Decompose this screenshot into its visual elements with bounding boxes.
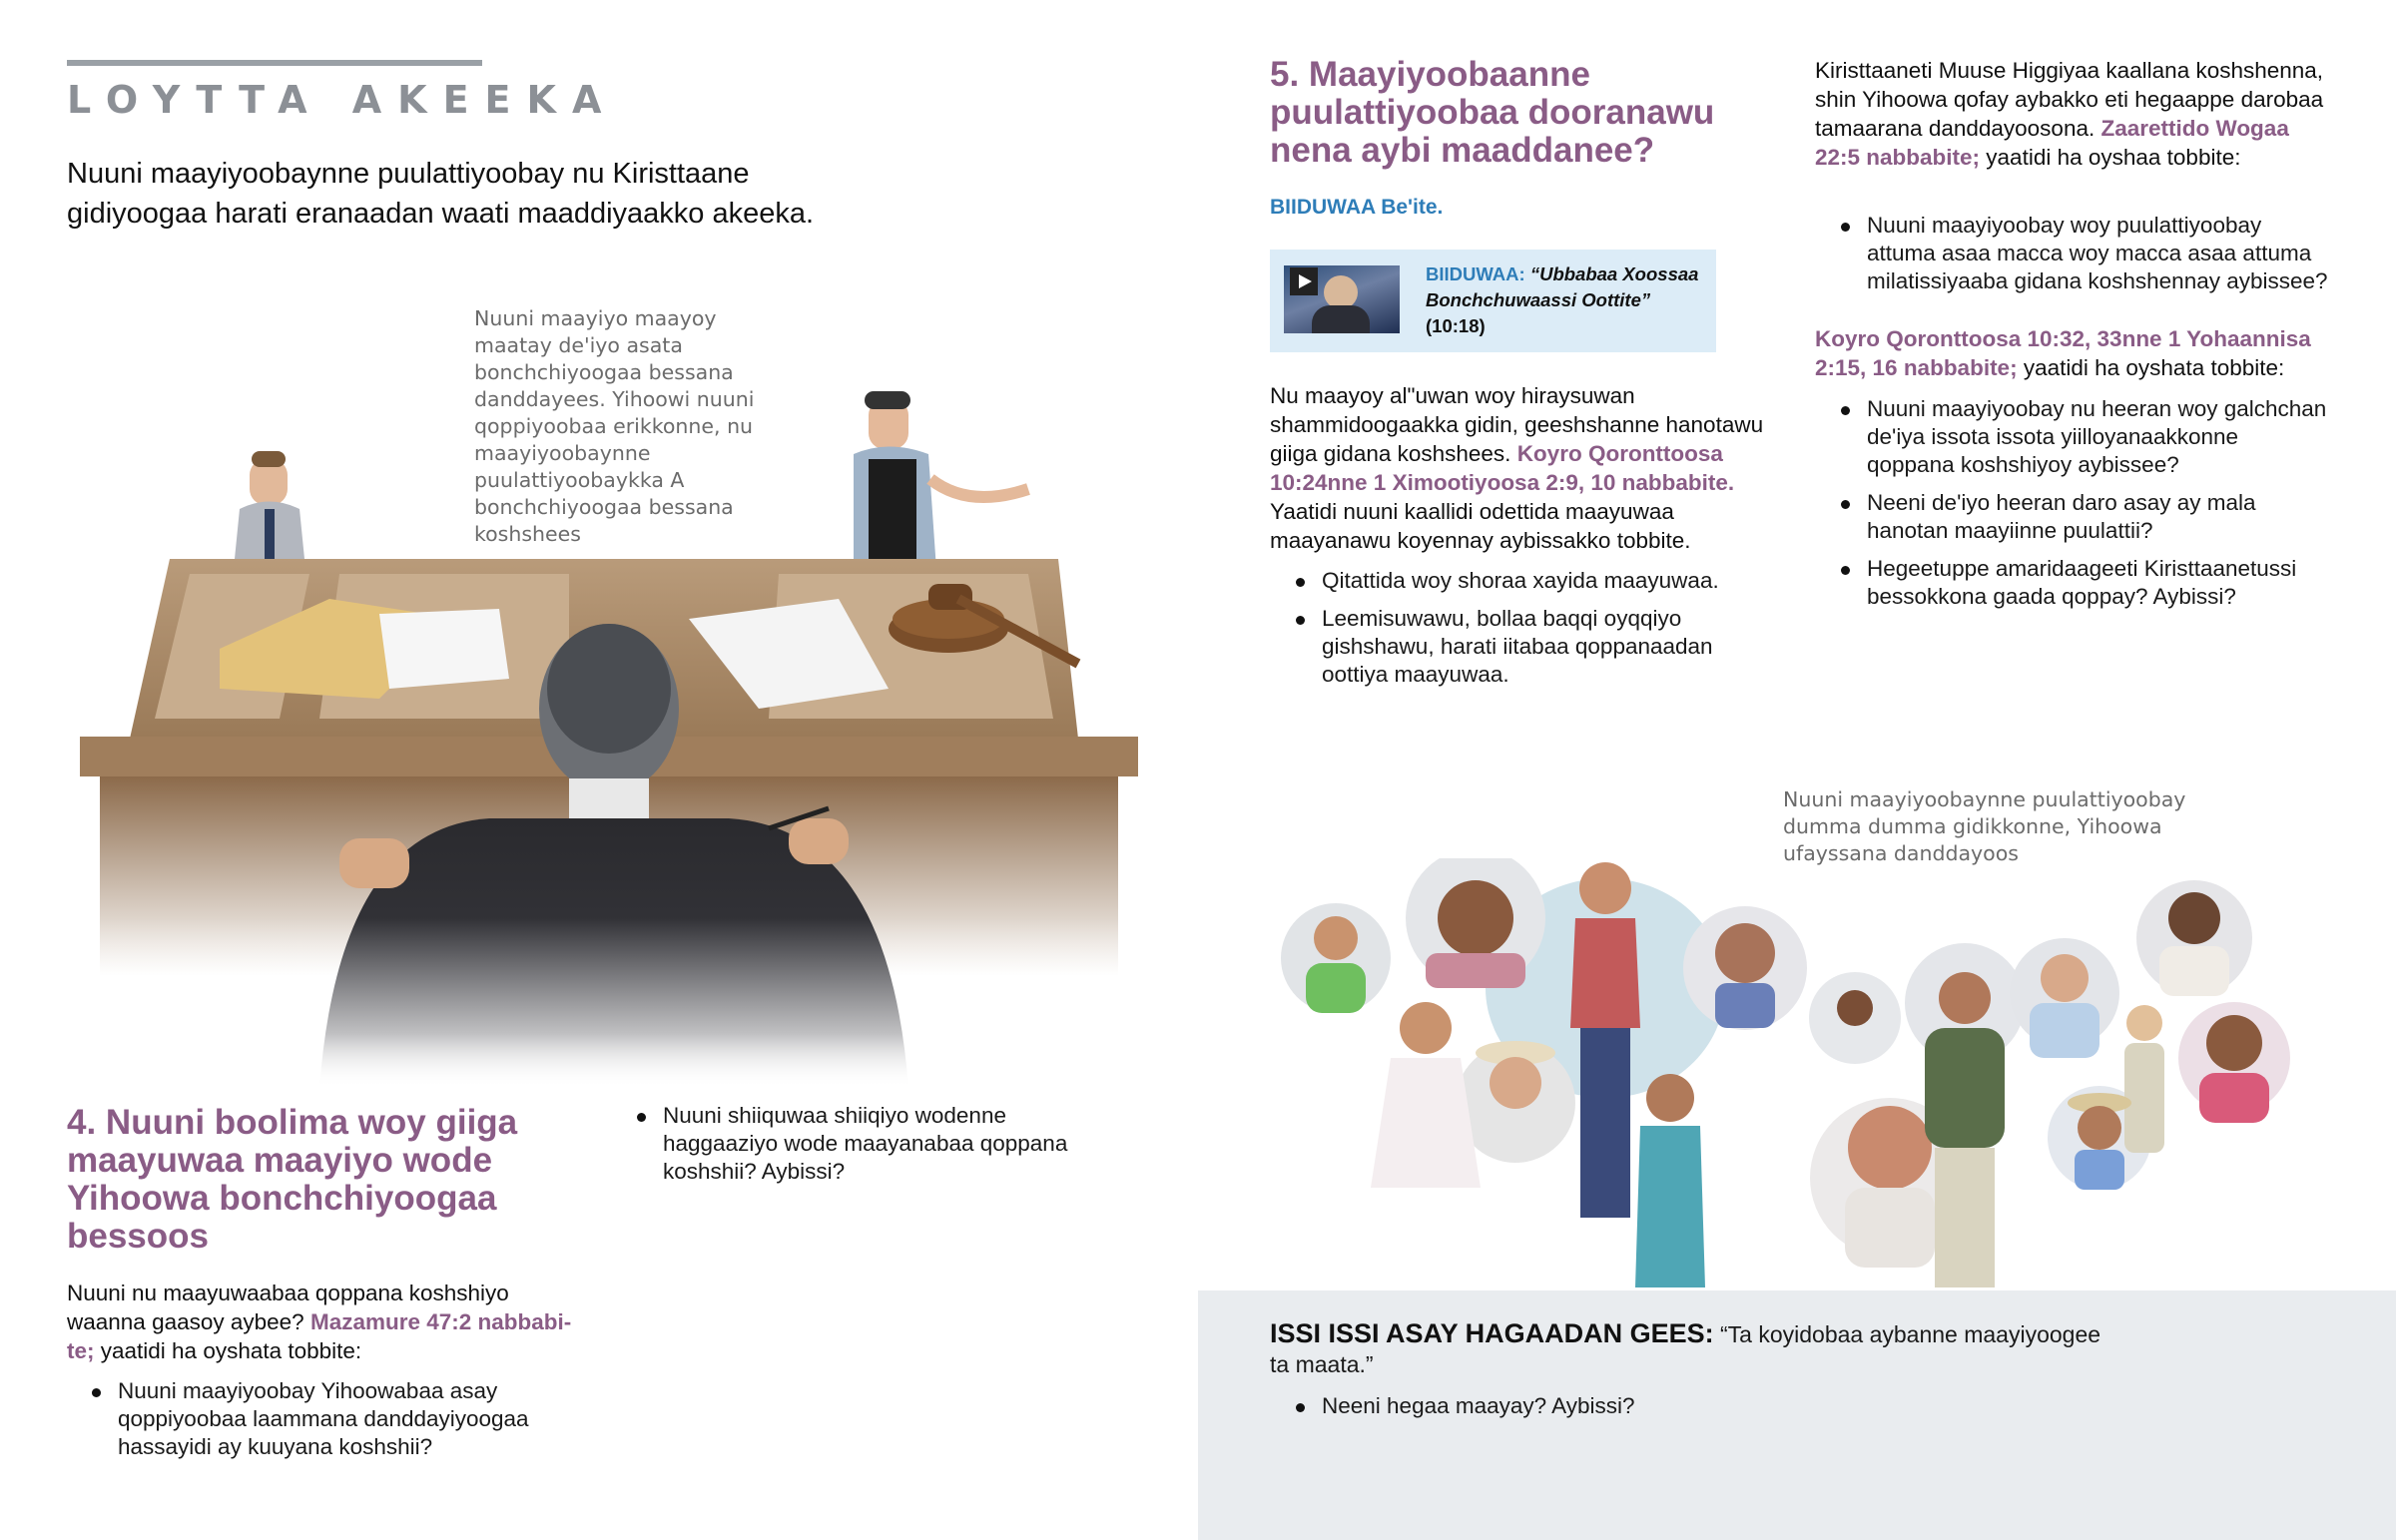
right-column-bullet: Neeni de'iyo heeran daro asay ay mala hanotan maayiinne puulattii? <box>1841 489 2330 545</box>
discussion-label: ISSI ISSI ASAY HAGAADAN GEES: <box>1270 1318 1714 1348</box>
right-column-paragraph-2 <box>1815 324 2334 382</box>
section-4-bullet-right: Nuuni shiiquwaa shiiqiyo wodenne haggaaziyo wode maayanabaa qoppana koshshii? Aybissi? <box>637 1102 1106 1186</box>
section-4-bullets <box>92 1367 581 1461</box>
section-5-text: Nu maayoy al"uwan woy hiraysuwan shammidoogaakka gidin, geeshshanne hanotawu giiga gidana koshshees. <box>1270 383 1764 466</box>
discussion-bullet: Neeni hegaa maayay? Aybissi? <box>1296 1392 1995 1420</box>
video-duration: (10:18) <box>1426 315 1486 336</box>
section-kicker: LOYTTA AKEEKA <box>67 78 618 122</box>
right-column-paragraph <box>1815 56 2334 172</box>
right-column-text: Kiristtaaneti Muuse Higgiyaa kaallana koshshenna, shin Yihoowa qofay aybakko eti hegaappe darobaa tamaarana danddayoosona. <box>1815 58 2324 141</box>
right-column-bullet: Nuuni maayiyoobay woy puulattiyoobay attuma asaa macca woy macca asaa attuma milatissiyaaba gidana koshshennay aybissee? <box>1841 212 2330 295</box>
discussion-quote: “Ta koyidobaa aybanne maayiyoogee ta maata.” <box>1270 1321 2101 1377</box>
video-title: “Ubbabaa Xoossaa Bonchchuwaassi Oottite” <box>1426 263 1699 310</box>
discussion-box <box>1198 1290 2396 1540</box>
right-column-scripture-ref-2[interactable]: Koyro Qoronttoosa 10:32, 33nne 1 Yohaannisa 2:15, 16 nabbabite; <box>1815 326 2311 380</box>
right-column-bullet: Hegeetuppe amaridaageeti Kiristtaanetussi bessokkona gaada qoppay? Aybissi? <box>1841 555 2330 611</box>
video-title-text[interactable] <box>1426 261 1705 339</box>
intro-text: Nuuni maayiyoobaynne puulattiyoobay nu Kiristtaane gidiyoogaa harati eranaadan waati maaddiyaakko akeeka. <box>67 158 815 230</box>
people-caption: Nuuni maayiyoobaynne puulattiyoobay dumma dumma gidikkonne, Yihoowa ufayssana danddayoos <box>1783 787 2186 865</box>
right-column-text-2: yaatidi ha oyshata tobbite: <box>2017 355 2285 380</box>
speaker-head <box>1324 275 1358 309</box>
section-4-title: 4. Nuuni boolima woy giiga maayuwaa maayiyo wode Yihoowa bonchchiyoogaa bessoos <box>67 1103 518 1256</box>
bible-read-label[interactable]: BIIDUWAA Be'ite. <box>1270 196 1444 219</box>
discussion-heading <box>1270 1318 2108 1379</box>
diverse-people-illustration <box>1276 858 2324 1287</box>
section-5-bullet: Leemisuwawu, bollaa baqqi oyqqiyo gishshawu, harati iitabaa qoppanaadan oottiya maayuwaa. <box>1296 605 1775 689</box>
right-column-scripture-ref-1[interactable]: Zaarettido Wogaa 22:5 nabbabite; <box>1815 116 2289 170</box>
section-5-paragraph <box>1270 381 1789 555</box>
section-5-bullet: Qitattida woy shoraa xayida maayuwaa. <box>1296 567 1775 595</box>
section-4-paragraph <box>67 1279 586 1365</box>
section-4-text-after: yaatidi ha oyshata tobbite: <box>94 1338 362 1363</box>
section-5-bullets <box>1296 557 1775 689</box>
video-link-box[interactable] <box>1270 250 1716 352</box>
header-rule <box>67 60 482 66</box>
play-icon[interactable] <box>1290 267 1318 295</box>
section-4-bullets-right <box>637 1092 1106 1186</box>
right-column-bullet: Nuuni maayiyoobay nu heeran woy galchchan de'iya issota issota yiilloyanaakkonne qoppana koshshiyoy aybissee? <box>1841 395 2330 479</box>
right-column-bullets-2 <box>1841 385 2330 611</box>
section-4-scripture-ref[interactable]: Mazamure 47:2 nabbabite; <box>67 1309 572 1363</box>
speaker-body <box>1312 305 1370 333</box>
section-5-title: 5. Maayiyoobaanne puulattiyoobaa dooranawu nena aybi maaddanee? <box>1270 55 1715 170</box>
court-caption: Nuuni maayiyo maayoy maatay de'iyo asata bonchchiyoogaa bessana danddayees. Yihoowi nuuni qoppiyoobaa erikkonne, nu maayiyoobaynne puulattiyoobaykka A bonchchiyoogaa bessana koshshees <box>474 306 755 546</box>
right-column-bullets-1 <box>1841 202 2330 295</box>
right-column-text-after: yaatidi ha oyshaa tobbite: <box>1980 145 2241 170</box>
section-4-text: Nuuni nu maayuwaabaa qoppana koshshiyo waanna gaasoy aybee? <box>67 1281 509 1334</box>
video-label: BIIDUWAA: <box>1426 263 1525 284</box>
section-5-scripture-ref[interactable]: Koyro Qoronttoosa 10:24nne 1 Ximootiyoosa 2:9, 10 nabbabite. <box>1270 441 1735 495</box>
section-5-text-after: Yaatidi nuuni kaallidi odettida maayuwaa maayanawu koyennay aybissakko tobbite. <box>1270 499 1691 553</box>
courtroom-illustration <box>70 359 1148 1088</box>
discussion-bullets <box>1296 1382 1995 1420</box>
section-4-bullet: Nuuni maayiyoobay Yihoowabaa asay qoppiyoobaa laammana danddayiyoogaa hassayidi ay kuuyana koshshii? <box>92 1377 581 1461</box>
